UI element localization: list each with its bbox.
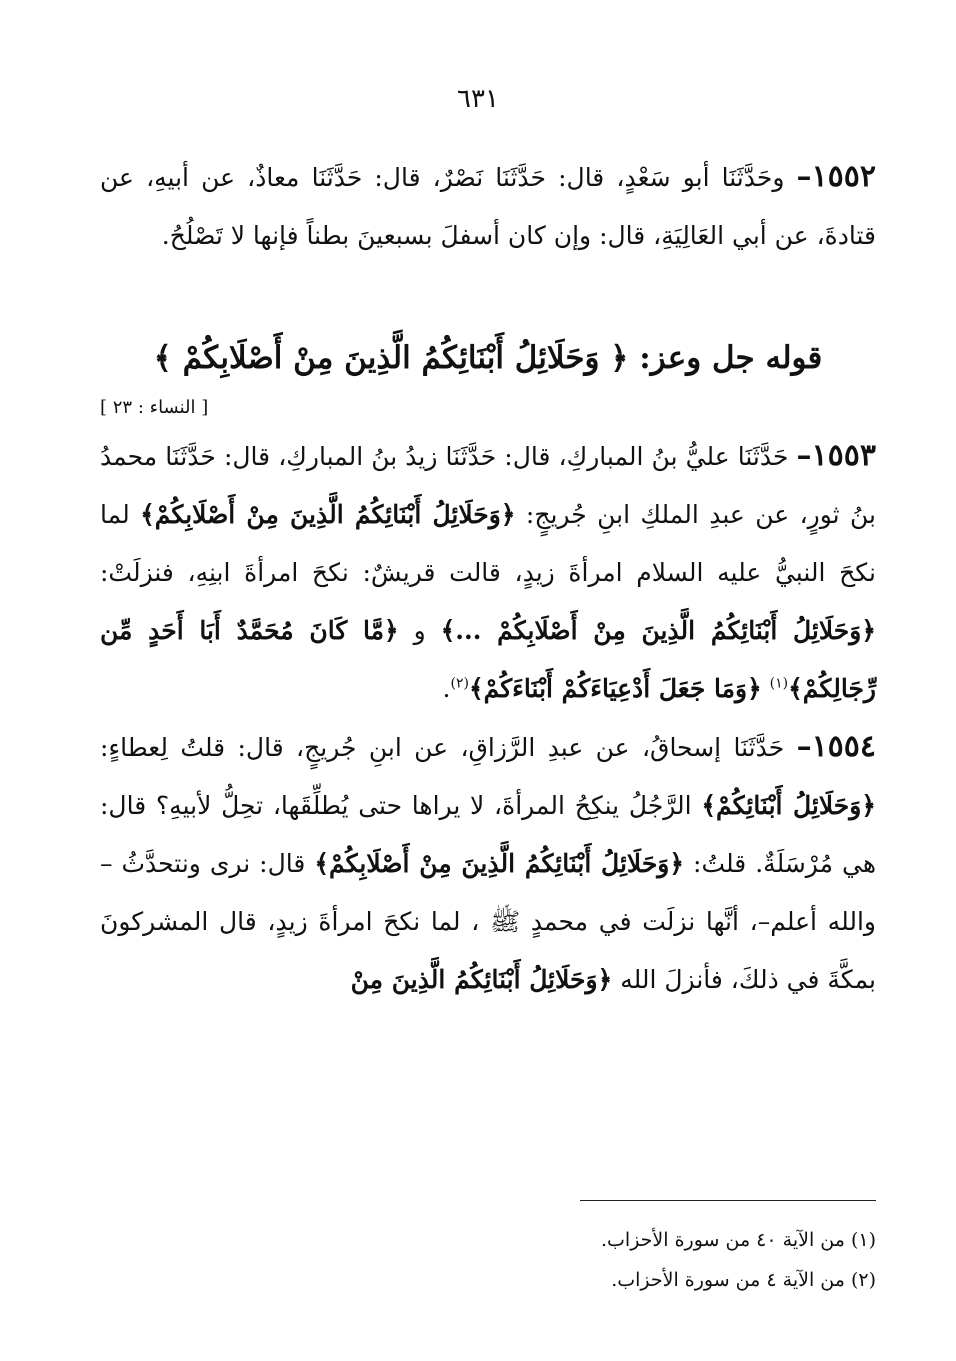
quran-quote: ﴿وَحَلَائِلُ أَبْنَائِكُمْ﴾ <box>701 791 876 820</box>
hadith-1554 <box>100 718 876 1009</box>
hadith-number: ١٥٥٢– <box>796 159 876 194</box>
hadith-number: ١٥٥٤– <box>796 729 877 764</box>
page-body <box>100 148 876 1009</box>
quran-quote: ﴿وَحَلَائِلُ أَبْنَائِكُمُ الَّذِينَ مِنْ أَصْلَابِكُمْ﴾ <box>140 500 516 529</box>
hadith-text: . <box>442 674 451 703</box>
quran-quote: ﴿وَمَا جَعَلَ أَدْعِيَاءَكُمْ أَبْنَاءَكُمْ﴾ <box>468 674 762 703</box>
hadith-text: وحَدَّثَنَا أبو سَعْدٍ، قال: حَدَّثَنَا نَصْرٌ، قال: حَدَّثَنَا معاذٌ، عن أبيهِ، عن قتادةَ، عن أبي العَالِيَةِ، قال: وإن كان أسفلَ بسبعينَ بطناً فإنها لا تَصْلُحُ. <box>100 163 876 250</box>
hadith-1553 <box>100 427 876 718</box>
section-heading: قوله جل وعز: ﴿ وَحَلَائِلُ أَبْنَائِكُمُ الَّذِينَ مِنْ أَصْلَابِكُمْ ﴾ <box>153 340 823 376</box>
quran-quote: ﴿وَحَلَائِلُ أَبْنَائِكُمُ الَّذِينَ مِنْ أَصْلَابِكُمْ ...﴾ <box>440 616 876 645</box>
quran-quote: ﴿مَّا كَانَ مُحَمَّدٌ أَبَا أَحَدٍ مِّن رِّجَالِكُمْ﴾ <box>100 616 876 703</box>
footnote-ref: (٢) <box>450 675 469 692</box>
hadith-1552 <box>100 148 876 265</box>
footnote: (٢) من الآية ٤ من سورة الأحزاب. <box>611 1269 876 1291</box>
footnote-ref: (١) <box>769 675 789 692</box>
hadith-text: لما نكحَ النبيُّ عليه السلام امرأةَ زيدٍ، قالت قريشٌ: نكحَ امرأةَ ابنِهِ، فنزلَتْ: <box>100 500 876 587</box>
footnote-divider <box>580 1200 876 1201</box>
hadith-text: حَدَّثَنَا إسحاقُ، عن عبدِ الرَّزاقِ، عن ابنِ جُريجٍ، قال: قلتُ لِعطاءٍ: <box>100 733 785 762</box>
hadith-number: ١٥٥٣– <box>796 438 876 473</box>
quran-quote: ﴿وَحَلَائِلُ أَبْنَائِكُمُ الَّذِينَ مِنْ أَصْلَابِكُمْ﴾ <box>314 849 685 878</box>
hadith-text: الرَّجُلُ ينكِحُ المرأةَ، لا يراها حتى يُطلِّقَها، تحِلُّ لأبيهِ؟ قال: هي مُرْسَلَةٌ. قلتُ: <box>100 791 876 878</box>
footnote: (١) من الآية ٤٠ من سورة الأحزاب. <box>600 1229 876 1251</box>
hadith-text: حَدَّثَنَا عليُّ بنُ المباركِ، قال: حَدَّثَنَا زيدُ بنُ المباركِ، قال: حَدَّثَنَا محمدُ بنُ ثورٍ، عن عبدِ الملكِ ابنِ جُريجٍ: <box>100 442 876 529</box>
quran-quote: ﴿وَحَلَائِلُ أَبْنَائِكُمُ الَّذِينَ مِنْ <box>350 965 613 994</box>
page-number: ٦٣١ <box>457 84 499 114</box>
footnotes <box>100 1220 876 1300</box>
hadith-text: و <box>413 616 426 645</box>
hadith-text: قال: نرى ونتحدَّثُ –والله أعلم–، أنَّها نزلَت في محمدٍ ﷺ ، لما نكحَ امرأةَ زيدٍ، قال المشركونَ بمكَّةَ في ذلكَ، فأنزلَ الله <box>100 849 876 994</box>
verse-citation: [ النساء : ٢٣ ] <box>100 397 209 418</box>
